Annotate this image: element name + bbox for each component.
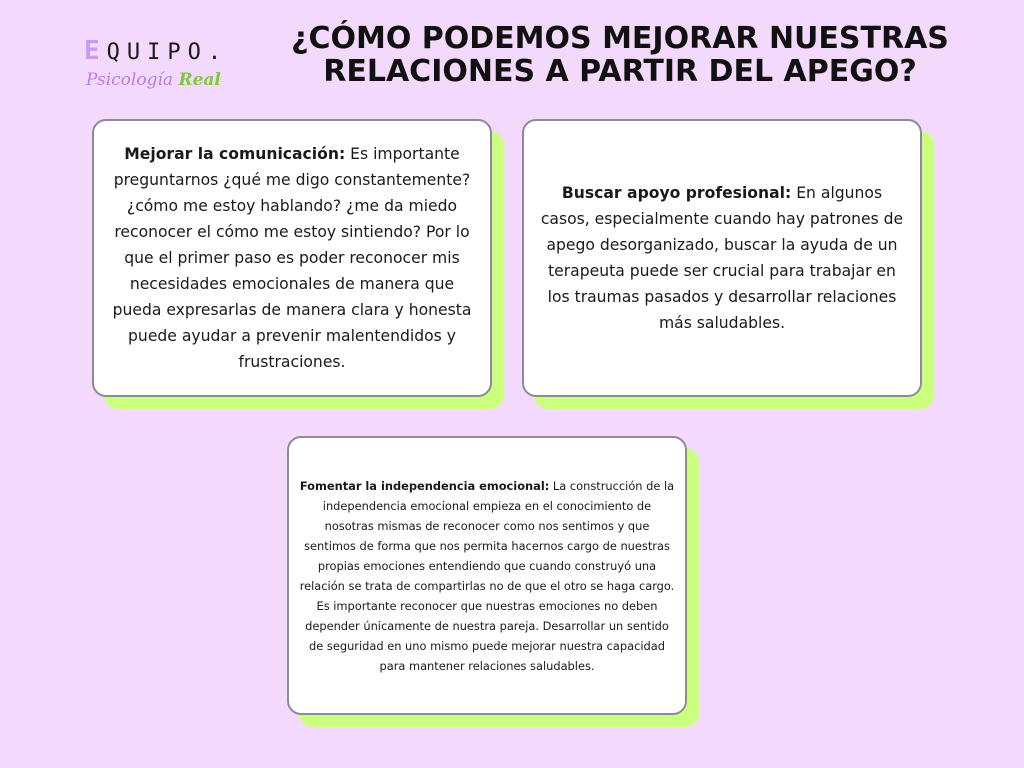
logo-wordmark: [84, 36, 228, 66]
card-heading: Mejorar la comunicación:: [124, 145, 346, 163]
card-content: La construcción de la independencia emocional empieza en el conocimiento de nosotras mismas de reconocer como nos sentimos y que sentimos de forma que nos permita hacernos cargo de nuestras propias emociones entendiendo que cuando construyó una relación se trata de compartirlas no de que el otro se haga cargo. Es importante reconocer que nuestras emociones no deben depender únicamente de nuestra pareja. Desarrollar un sentido de seguridad en uno mismo puede mejorar nuestra capacidad para mantener relaciones saludables.: [299, 478, 675, 673]
logo-first-letter: E: [84, 36, 107, 66]
logo-top-text: QUIPO.: [106, 40, 229, 65]
card-content: En algunos casos, especialmente cuando hay patrones de apego desorganizado, buscar la ayuda de un terapeuta puede ser crucial para trabajar en los traumas pasados y desarrollar relaciones más saludables.: [540, 184, 904, 332]
logo: [84, 36, 234, 96]
card-heading: Buscar apoyo profesional:: [561, 184, 792, 202]
card-body: [287, 436, 687, 715]
card-communication: [92, 119, 492, 397]
card-professional-support: [522, 119, 922, 397]
logo-subtitle: [86, 70, 221, 90]
card-text: [297, 476, 677, 676]
card-body: [522, 119, 922, 397]
card-text: [538, 180, 906, 336]
card-emotional-independence: [287, 436, 687, 715]
card-heading: Fomentar la independencia emocional:: [299, 478, 550, 493]
card-content: Es importante preguntarnos ¿qué me digo constantemente? ¿cómo me estoy hablando? ¿me da miedo reconocer el cómo me estoy sintiendo? Por lo que el primer paso es poder reconocer mis necesidades emocionales de manera que pueda expresarlas de manera clara y honesta puede ayudar a prevenir malentendidos y frustraciones.: [112, 145, 472, 371]
card-text: [108, 141, 476, 375]
logo-subtitle-accent: Real: [178, 70, 221, 90]
logo-subtitle-main: Psicología: [86, 70, 179, 90]
card-body: [92, 119, 492, 397]
page-title: ¿CÓMO PODEMOS MEJORAR NUESTRAS RELACIONES A PARTIR DEL APEGO?: [291, 21, 949, 89]
